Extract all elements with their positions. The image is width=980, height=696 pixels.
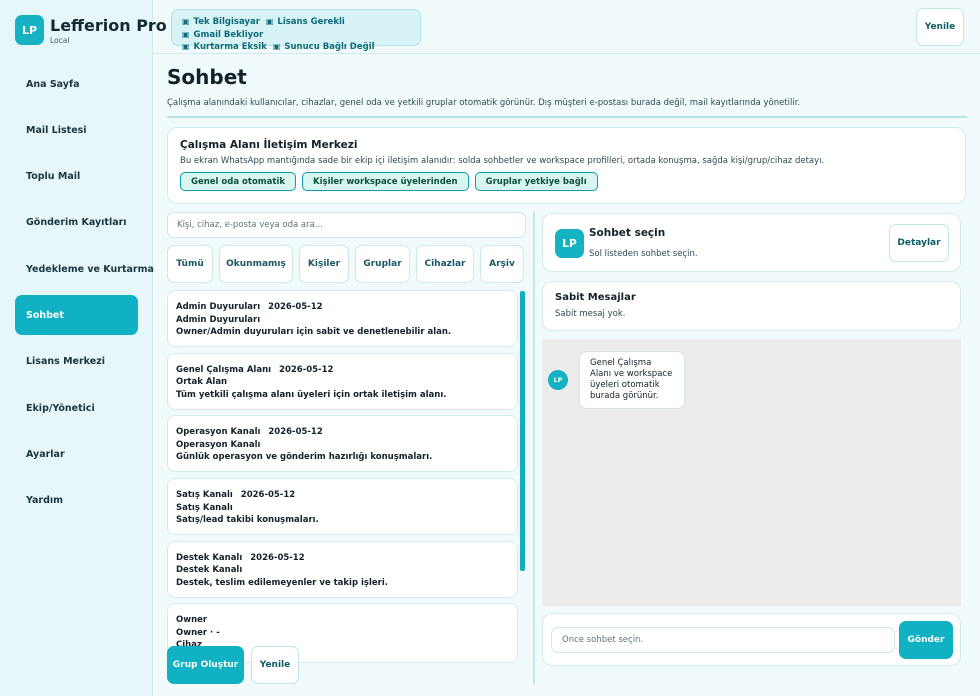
message-bubble: Genel Çalışma Alanı ve workspace üyeleri otomatik burada görünür. <box>579 351 685 409</box>
sidebar-item-1[interactable]: Mail Listesi <box>26 124 87 136</box>
brand-name: Lefferion Pro <box>50 15 167 35</box>
panel-divider <box>533 212 535 684</box>
conversation-subtitle: Operasyon Kanalı <box>176 439 261 450</box>
create-group-button[interactable]: Grup Oluştur <box>167 646 244 684</box>
list-item[interactable] <box>167 541 518 598</box>
status-badge <box>273 41 375 54</box>
list-item[interactable] <box>167 478 518 535</box>
sidebar-item-3[interactable]: Gönderim Kayıtları <box>26 217 127 229</box>
badge-label: Sunucu Bağlı Değil <box>284 42 375 52</box>
sidebar-item-7[interactable]: Ekip/Yönetici <box>26 402 95 414</box>
conversation-name: Operasyon Kanalı <box>176 427 261 438</box>
conversation-date: 2026-05-12 <box>268 302 323 312</box>
sidebar-item-5[interactable]: Sohbet <box>15 295 138 335</box>
filter-unread[interactable]: Okunmamış <box>219 245 293 283</box>
conversation-preview: Destek, teslim edilemeyenler ve takip işleri. <box>176 577 388 588</box>
conversation-subtitle: Owner · - <box>176 627 220 638</box>
sidebar <box>0 0 167 696</box>
brand <box>15 15 167 45</box>
page-title: Sohbet <box>167 65 247 89</box>
status-badges <box>171 9 421 52</box>
badge-square-icon: ▣ <box>182 42 190 51</box>
conversation-date: 2026-05-12 <box>268 427 323 438</box>
filter-all[interactable]: Tümü <box>167 245 213 283</box>
conversation-date: 2026-05-12 <box>240 490 296 501</box>
badge-square-icon: ▣ <box>182 17 190 26</box>
info-chips <box>180 172 953 191</box>
message-input[interactable] <box>551 627 895 653</box>
pinned-title: Sabit Mesajlar <box>555 292 636 303</box>
conversation-name: Genel Çalışma Alanı <box>176 364 272 375</box>
details-button[interactable]: Detaylar <box>889 224 949 262</box>
pinned-messages <box>542 281 961 331</box>
topbar <box>153 0 980 54</box>
badge-label: Kurtarma Eksik <box>193 42 267 52</box>
list-item[interactable] <box>167 353 518 410</box>
conversation-subtitle: Destek Kanalı <box>176 565 243 576</box>
conversation-preview: Günlük operasyon ve gönderim hazırlığı konuşmaları. <box>176 452 433 463</box>
divider <box>167 116 967 118</box>
badge-square-icon: ▣ <box>272 42 281 51</box>
sidebar-item-4[interactable]: Yedekleme ve Kurtarma <box>26 263 154 275</box>
chip-groups-permission: Gruplar yetkiye bağlı <box>475 172 598 191</box>
badge-label: Lisans Gerekli <box>277 17 345 27</box>
chip-general-room: Genel oda otomatik <box>180 172 296 191</box>
status-badge <box>182 41 267 54</box>
conversation-list <box>167 290 519 638</box>
filter-groups[interactable]: Gruplar <box>355 245 410 283</box>
badge-label: Gmail Bekliyor <box>193 29 264 40</box>
avatar: LP <box>555 229 584 258</box>
refresh-button[interactable]: Yenile <box>916 8 964 46</box>
status-badge <box>182 29 263 42</box>
status-badge <box>182 16 260 29</box>
status-badge <box>266 16 345 29</box>
chip-people-workspace: Kişiler workspace üyelerinden <box>302 172 469 191</box>
filter-devices[interactable]: Cihazlar <box>416 245 474 283</box>
filter-people[interactable]: Kişiler <box>299 245 349 283</box>
list-item[interactable] <box>167 415 518 472</box>
chat-header <box>542 213 961 272</box>
conversation-preview: Satış/lead takibi konuşmaları. <box>176 515 319 526</box>
conversation-subtitle: Satış Kanalı <box>176 502 233 513</box>
chat-subtitle: Sol listeden sohbet seçin. <box>589 249 698 259</box>
conversation-name: Admin Duyuruları <box>176 302 261 312</box>
message-area <box>542 339 961 606</box>
info-title: Çalışma Alanı İletişim Merkezi <box>180 139 358 151</box>
brand-subtitle: Local <box>50 35 70 45</box>
sidebar-item-0[interactable]: Ana Sayfa <box>26 78 80 90</box>
badge-square-icon: ▣ <box>182 29 190 39</box>
conversation-preview: Owner/Admin duyuruları için sabit ve denetlenebilir alan. <box>176 327 452 337</box>
conversation-date: 2026-05-12 <box>250 552 305 563</box>
sidebar-item-2[interactable]: Toplu Mail <box>26 171 81 183</box>
info-card <box>167 127 966 204</box>
pinned-empty-text: Sabit mesaj yok. <box>555 309 626 319</box>
conversation-subtitle: Admin Duyuruları <box>176 314 261 325</box>
conversation-scrollbar[interactable] <box>520 291 525 571</box>
badge-label: Tek Bilgisayar <box>193 17 260 27</box>
message-avatar: LP <box>548 370 568 390</box>
conversation-name: Owner <box>176 615 208 626</box>
composer <box>542 613 961 666</box>
list-item[interactable] <box>167 290 518 347</box>
brand-logo: LP <box>15 15 44 45</box>
sidebar-item-9[interactable]: Yardım <box>26 495 64 507</box>
conversation-date: 2026-05-12 <box>279 364 334 375</box>
page-description: Çalışma alanındaki kullanıcılar, cihazlar, genel oda ve yetkili gruplar otomatik görünür. Dış müşteri e-postası burada değil, mail kayıtlarında yönetilir. <box>167 98 801 108</box>
filter-archive[interactable]: Arşiv <box>480 245 524 283</box>
sidebar-item-6[interactable]: Lisans Merkezi <box>26 356 105 368</box>
sidebar-nav <box>15 64 154 527</box>
send-button[interactable]: Gönder <box>899 621 953 659</box>
conversation-name: Satış Kanalı <box>176 490 233 501</box>
chat-title: Sohbet seçin <box>589 227 666 239</box>
conversation-preview: Tüm yetkili çalışma alanı üyeleri için ortak iletişim alanı. <box>176 389 447 400</box>
sidebar-item-8[interactable]: Ayarlar <box>26 448 65 460</box>
conversation-subtitle: Ortak Alan <box>176 377 228 388</box>
filter-tabs <box>167 245 524 283</box>
search-input[interactable] <box>167 212 526 238</box>
conversation-name: Destek Kanalı <box>176 552 243 563</box>
badge-square-icon: ▣ <box>265 17 274 26</box>
list-refresh-button[interactable]: Yenile <box>251 646 299 684</box>
brand-text <box>50 15 167 45</box>
info-description: Bu ekran WhatsApp mantığında sade bir ekip içi iletişim alanıdır: solda sohbetler ve workspace profilleri, ortada konuşma, sağda kişi/grup/cihaz detayı. <box>180 156 825 166</box>
